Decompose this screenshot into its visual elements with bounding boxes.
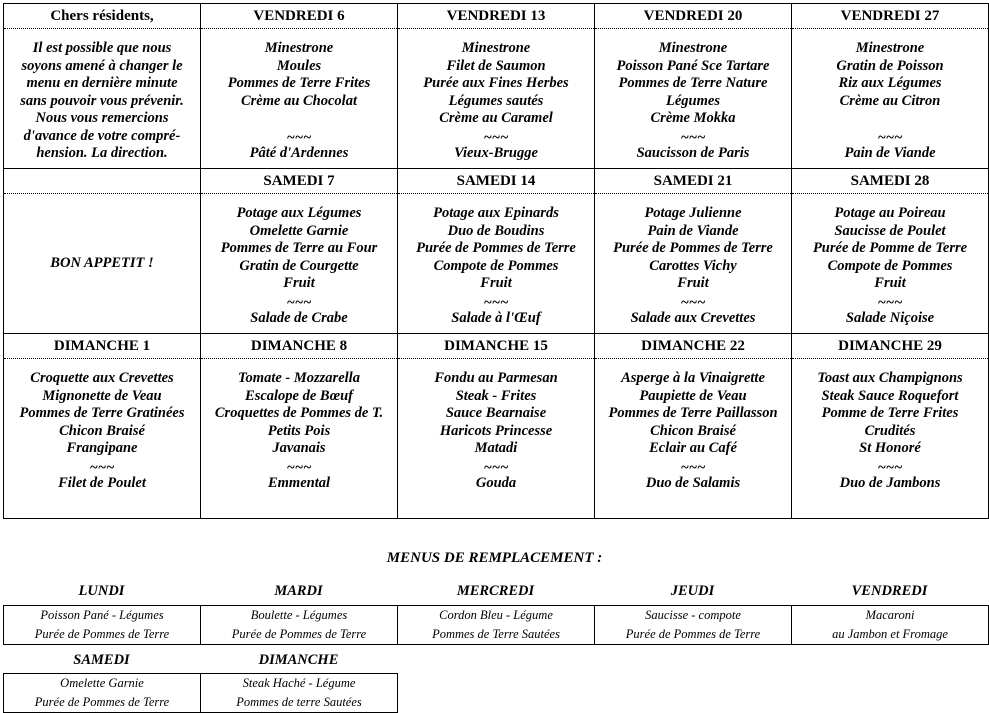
note-line: Il est possible que nous (32, 40, 172, 56)
dish-item: Fruit (480, 275, 512, 291)
dish-item: Tomate - Mozzarella (238, 370, 360, 386)
note-line: sans pouvoir vous prévenir. (20, 92, 184, 109)
replacement-menu (201, 674, 398, 713)
menu-cell (792, 359, 989, 519)
dish-item: Potage aux Légumes (236, 205, 362, 221)
weekly-menu-grid (3, 3, 989, 519)
dish-item: Légumes sautés (448, 92, 544, 109)
dish-list (201, 29, 397, 162)
menu-cell (398, 194, 595, 334)
dish-item: Paupiette de Veau (639, 387, 747, 404)
evening-dish: Gouda (475, 474, 517, 491)
menu-cell (4, 359, 201, 519)
separator-tilde: ~~~ (286, 294, 312, 311)
menu-cell (201, 29, 398, 169)
dish-item: St Honoré (859, 440, 921, 456)
dish-list (398, 359, 594, 492)
menu-cell (595, 29, 792, 169)
dish-item: Matadi (474, 440, 518, 456)
dish-item: Purée aux Fines Herbes (423, 75, 569, 91)
dish-item: Croquettes de Pommes de T. (214, 405, 384, 421)
dish-item: Poisson Pané Sce Tartare (616, 57, 770, 74)
dish-item: Riz aux Légumes (838, 75, 942, 91)
dish-item: Pommes de Terre Paillasson (608, 405, 778, 421)
intro-header: Chers résidents, (4, 4, 201, 29)
dish-item: Minestrone (855, 40, 925, 56)
replacement-line: Poisson Pané - Légumes (40, 608, 164, 622)
replacement-day-label: LUNDI (78, 583, 125, 599)
day-header: DIMANCHE 1 (4, 334, 201, 359)
dish-item: Crème au Caramel (439, 110, 553, 126)
dish-item: Potage Julienne (644, 205, 742, 221)
dish-item: Eclair au Café (649, 440, 737, 456)
separator-tilde: ~~~ (680, 129, 706, 146)
day-header: VENDREDI 27 (792, 4, 989, 29)
dish-item: Purée de Pommes de Terre (416, 240, 576, 256)
bon-appetit-text: BON APPETIT ! (50, 255, 154, 271)
dish-item: Pomme de Terre Frites (821, 405, 959, 421)
replacement-line: Pommes de terre Sautées (236, 695, 362, 709)
dish-item: Gratin de Poisson (836, 57, 944, 74)
dish-item: Mignonette de Veau (42, 387, 162, 404)
dish-item: Potage au Poireau (834, 205, 946, 221)
dish-item: Minestrone (658, 40, 728, 56)
dish-item: Minestrone (461, 40, 531, 56)
separator-tilde: ~~~ (286, 459, 312, 476)
replacement-line: Pommes de Terre Sautées (432, 627, 560, 641)
note-line: hension. La direction. (36, 145, 168, 161)
separator-tilde: ~~~ (483, 294, 509, 311)
dish-list (595, 29, 791, 162)
evening-dish: Filet de Poulet (58, 474, 146, 491)
separator-tilde: ~~~ (680, 459, 706, 476)
replacement-menu (792, 606, 989, 645)
dish-item: Steak - Frites (455, 387, 537, 404)
replacement-line: Boulette - Légumes (250, 608, 348, 622)
dish-item: Javanais (272, 440, 326, 456)
dish-item: Toast aux Champignons (817, 370, 963, 386)
dish-list (792, 359, 988, 492)
bon-appetit-cell (4, 194, 201, 334)
replacement-table-weekend (3, 673, 398, 713)
dish-item: Petits Pois (267, 422, 331, 439)
replacement-day-label: MARDI (274, 583, 323, 599)
evening-dish: Emmental (267, 474, 331, 491)
dish-item: Chicon Braisé (650, 422, 736, 439)
evening-dish: Vieux-Brugge (454, 144, 538, 161)
day-header: SAMEDI 14 (398, 169, 595, 194)
day-header: VENDREDI 20 (595, 4, 792, 29)
dish-item: Crème Mokka (650, 110, 736, 126)
replacement-day-label: JEUDI (670, 583, 715, 599)
dish-item (201, 110, 397, 128)
separator-tilde: ~~~ (877, 129, 903, 146)
dish-list (201, 359, 397, 492)
dish-item: Compote de Pommes (827, 257, 953, 274)
replacement-table-weekdays (3, 605, 989, 645)
separator-tilde: ~~~ (680, 294, 706, 311)
replacement-line: Purée de Pommes de Terre (625, 627, 761, 641)
menu-cell (201, 194, 398, 334)
menu-cell (792, 29, 989, 169)
evening-dish: Pâté d'Ardennes (249, 144, 349, 161)
menu-cell (595, 359, 792, 519)
separator-tilde: ~~~ (877, 294, 903, 311)
menu-cell (398, 29, 595, 169)
dish-item: Moules (276, 57, 322, 74)
dish-item: Légumes (666, 92, 720, 109)
evening-dish: Salade de Crabe (250, 309, 348, 326)
dish-item: Pommes de Terre Nature (618, 75, 768, 91)
replacement-menu (398, 606, 595, 645)
evening-dish: Pain de Viande (844, 144, 936, 161)
dish-item: Fruit (283, 275, 315, 291)
dish-item: Steak Sauce Roquefort (821, 387, 959, 404)
replacement-day-label: SAMEDI (73, 652, 130, 668)
dish-item: Crème au Chocolat (240, 92, 357, 109)
dish-item: Pommes de Terre au Four (220, 240, 378, 256)
dish-list (4, 359, 200, 492)
dish-item: Sauce Bearnaise (445, 405, 547, 421)
replacement-title: MENUS DE REMPLACEMENT : (386, 550, 603, 566)
replacement-menu (4, 674, 201, 713)
replacement-line: Steak Haché - Légume (242, 676, 356, 690)
day-header: DIMANCHE 22 (595, 334, 792, 359)
dish-item: Saucisse de Poulet (834, 222, 946, 239)
replacement-line: Purée de Pommes de Terre (34, 627, 170, 641)
note-line: menu en dernière minute (26, 75, 178, 91)
dish-item: Frangipane (66, 440, 138, 456)
day-header: DIMANCHE 15 (398, 334, 595, 359)
evening-dish: Salade Niçoise (845, 309, 935, 326)
separator-tilde: ~~~ (483, 129, 509, 146)
dish-item: Potage aux Epinards (433, 205, 559, 221)
replacement-menu (4, 606, 201, 645)
evening-dish: Salade aux Crevettes (630, 309, 756, 326)
replacement-day-label: MERCREDI (456, 583, 535, 599)
dish-item: Crème au Citron (839, 92, 941, 109)
dish-item: Pain de Viande (647, 222, 739, 239)
dish-item: Compote de Pommes (433, 257, 559, 274)
replacement-line: Purée de Pommes de Terre (231, 627, 367, 641)
dish-item: Pommes de Terre Gratinées (19, 405, 185, 421)
dish-list (595, 194, 791, 327)
menu-cell (792, 194, 989, 334)
note-line: d'avance de votre compré- (23, 127, 181, 144)
replacement-day-label: DIMANCHE (258, 652, 339, 668)
dish-item: Pommes de Terre Frites (227, 75, 371, 91)
dish-item: Gratin de Courgette (239, 257, 359, 274)
dish-item: Fruit (874, 275, 906, 291)
replacement-line: au Jambon et Fromage (832, 627, 948, 641)
menu-cell (201, 359, 398, 519)
dish-list (398, 194, 594, 327)
dish-item: Duo de Boudins (447, 222, 545, 239)
day-header: VENDREDI 13 (398, 4, 595, 29)
replacement-line: Purée de Pommes de Terre (34, 695, 170, 709)
day-header: VENDREDI 6 (201, 4, 398, 29)
dish-item: Crudités (864, 422, 916, 439)
dish-item: Omelette Garnie (249, 222, 349, 239)
evening-dish: Duo de Salamis (645, 474, 741, 491)
dish-item: Haricots Princesse (439, 422, 553, 439)
replacement-menu (595, 606, 792, 645)
dish-item: Purée de Pomme de Terre (812, 240, 968, 256)
blank-header (4, 169, 201, 194)
separator-tilde: ~~~ (877, 459, 903, 476)
replacement-menu (201, 606, 398, 645)
evening-dish: Salade à l'Œuf (451, 309, 541, 326)
evening-dish: Saucisson de Paris (636, 144, 750, 161)
note-line: Nous vous remercions (35, 110, 169, 126)
menu-cell (398, 359, 595, 519)
dish-item: Minestrone (264, 40, 334, 56)
dish-item: Chicon Braisé (59, 422, 145, 439)
dish-list (398, 29, 594, 162)
dish-item: Escalope de Bœuf (245, 387, 353, 404)
dish-list (201, 194, 397, 327)
separator-tilde: ~~~ (89, 459, 115, 476)
dish-item: Purée de Pommes de Terre (613, 240, 773, 256)
day-header: DIMANCHE 8 (201, 334, 398, 359)
evening-dish: Duo de Jambons (839, 474, 941, 491)
separator-tilde: ~~~ (483, 459, 509, 476)
replacement-day-label: VENDREDI (851, 583, 928, 599)
dish-item: Carottes Vichy (649, 257, 737, 274)
day-header: SAMEDI 7 (201, 169, 398, 194)
dish-item: Asperge à la Vinaigrette (621, 370, 765, 386)
day-header: SAMEDI 21 (595, 169, 792, 194)
dish-item: Fruit (677, 275, 709, 291)
dish-list (792, 29, 988, 162)
separator-tilde: ~~~ (286, 129, 312, 146)
menu-cell (595, 194, 792, 334)
replacement-line: Cordon Bleu - Légume (439, 608, 553, 622)
intro-note (4, 29, 201, 169)
dish-item: Fondu au Parmesan (434, 370, 558, 386)
replacement-line: Macaroni (865, 608, 915, 622)
dish-list (792, 194, 988, 327)
dish-item: Filet de Saumon (446, 57, 546, 74)
day-header: SAMEDI 28 (792, 169, 989, 194)
dish-list (595, 359, 791, 492)
replacement-line: Omelette Garnie (60, 676, 144, 690)
day-header: DIMANCHE 29 (792, 334, 989, 359)
dish-item (792, 110, 988, 128)
replacement-line: Saucisse - compote (645, 608, 741, 622)
note-line: soyons amené à changer le (21, 57, 183, 74)
dish-item: Croquette aux Crevettes (30, 370, 174, 386)
